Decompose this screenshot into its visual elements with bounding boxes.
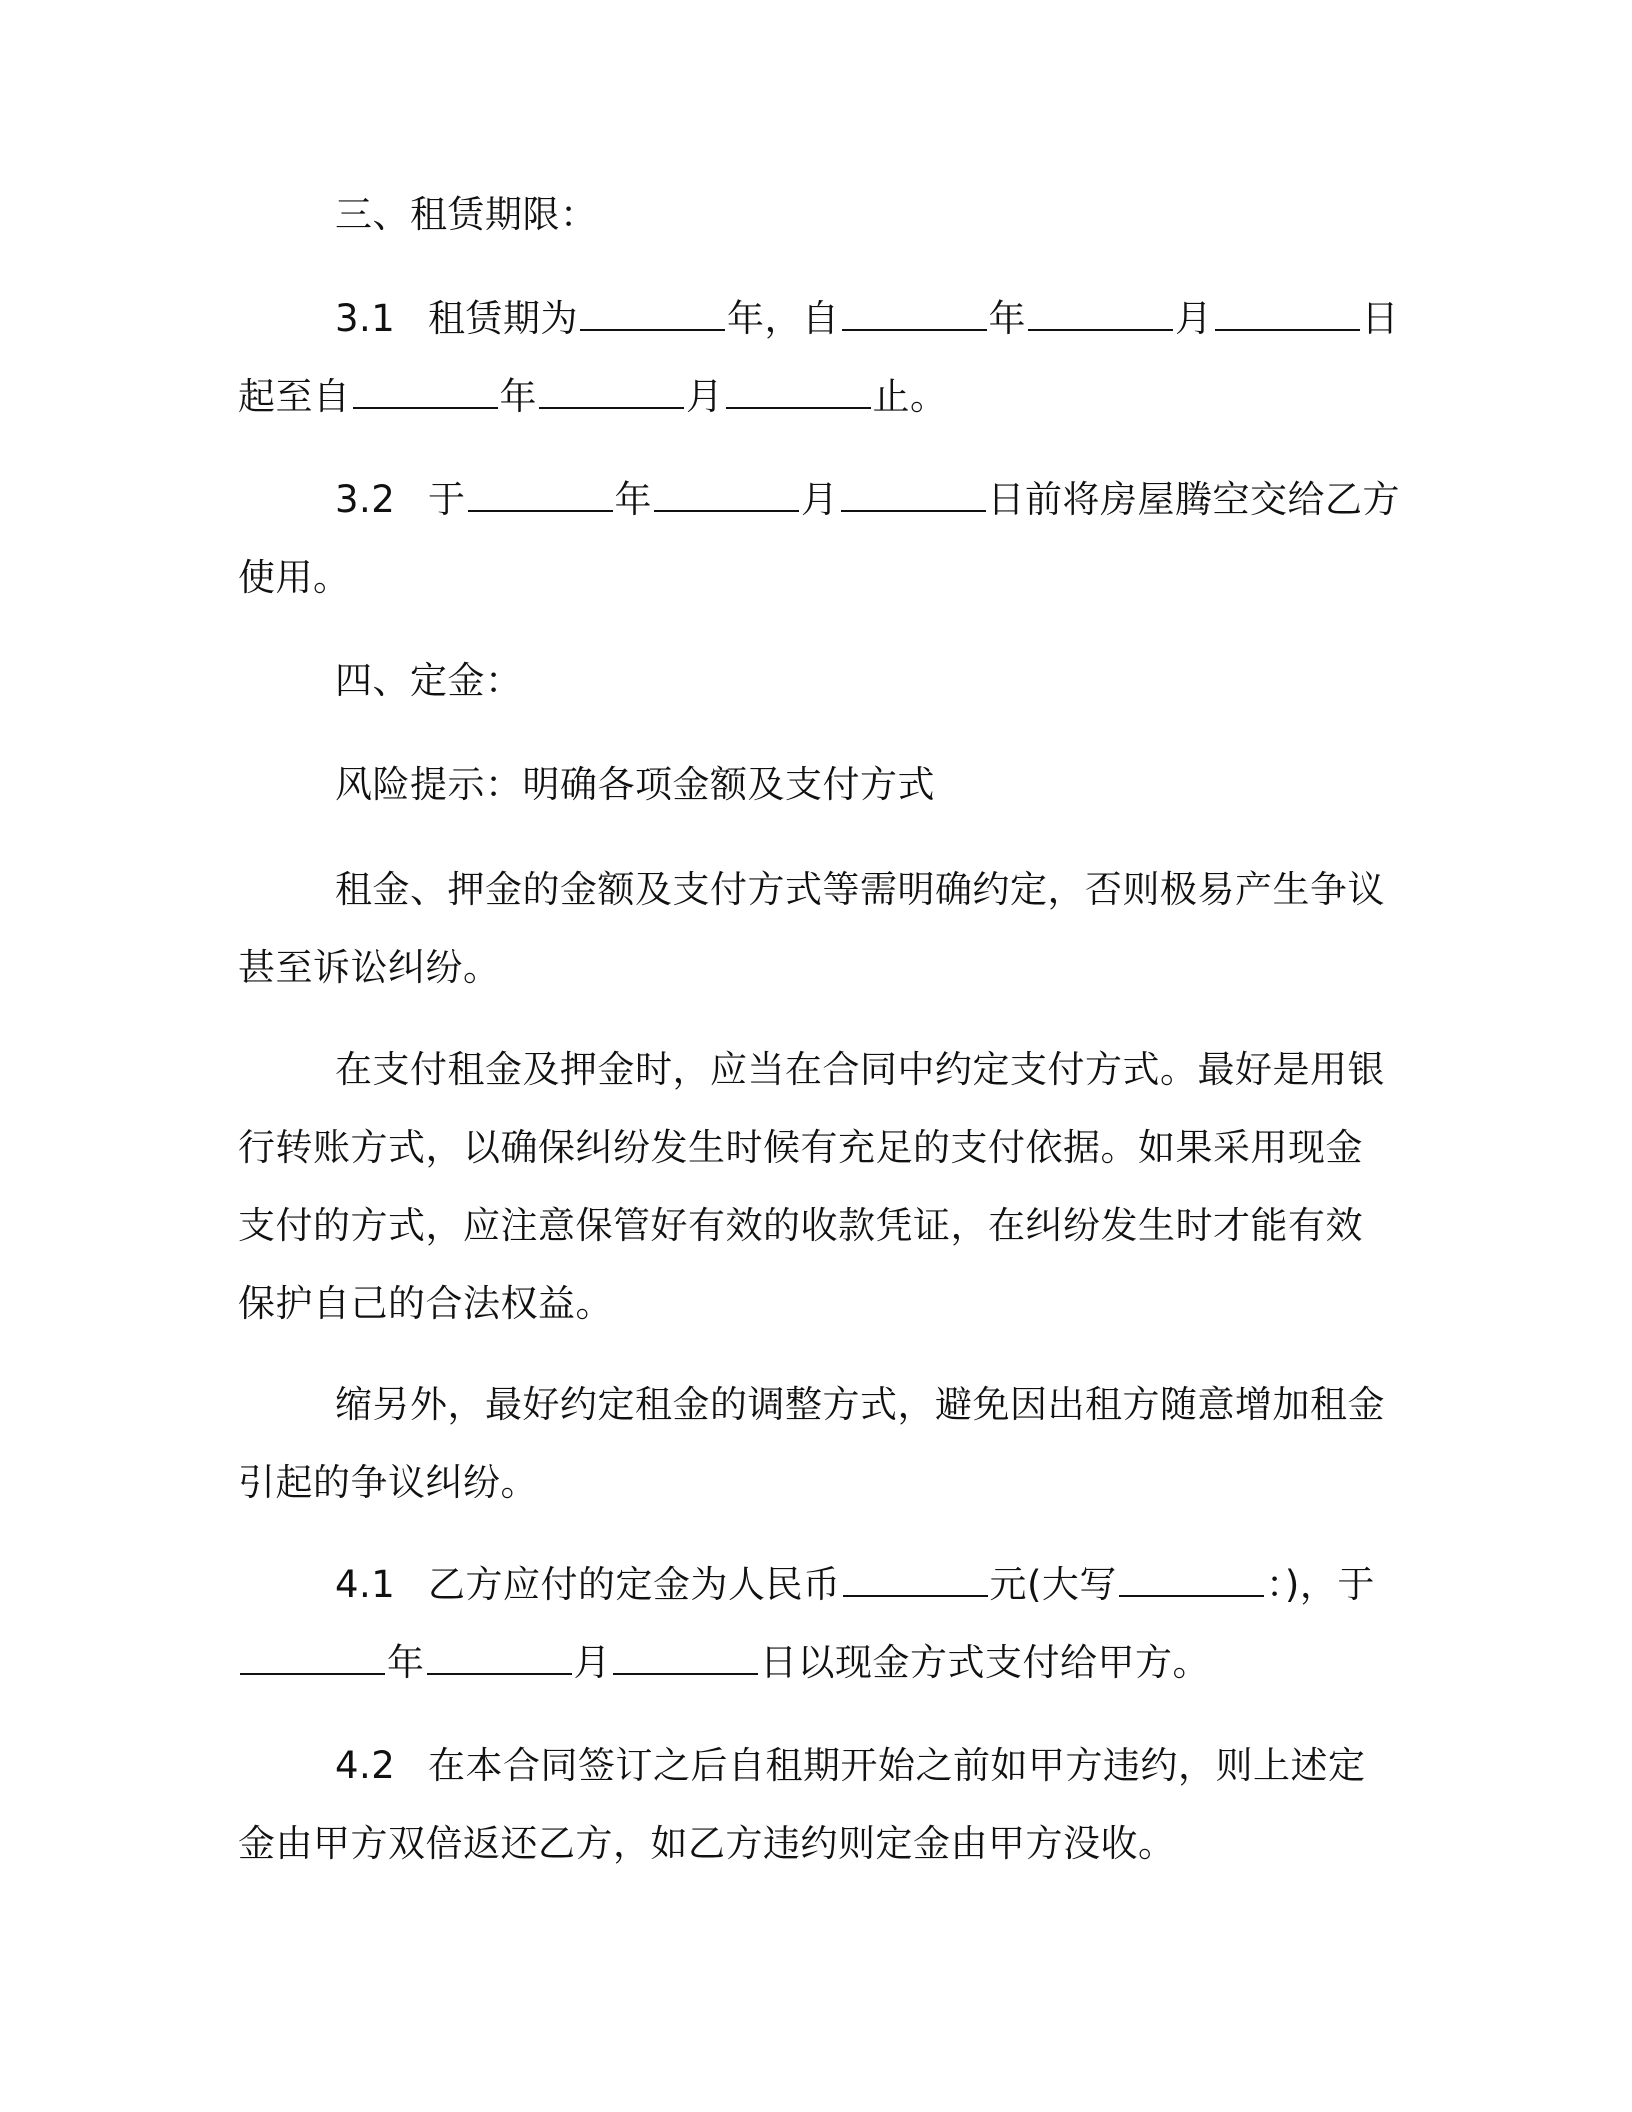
- blank-field[interactable]: [841, 506, 986, 512]
- clause-4-1: [238, 1546, 1388, 1702]
- clause-3-2-line-1: 3.2 于 年 月 日前将房屋腾空交给乙方: [238, 461, 1388, 539]
- clause-3-1-number: 3.1: [335, 297, 396, 340]
- paragraph-1: [238, 851, 1388, 1007]
- clause-3-2-line-2: 使用。: [238, 556, 351, 599]
- blank-field[interactable]: [1215, 325, 1360, 331]
- blank-field[interactable]: [843, 1591, 988, 1597]
- section-3-heading: 三、租赁期限：: [335, 193, 598, 236]
- paragraph-1-line-1: 租金、押金的金额及支付方式等需明确约定，否则极易产生争议: [335, 868, 1385, 911]
- clause-4-2: [238, 1727, 1388, 1883]
- clause-3-1-line-2: 起至自 年 月 止。: [238, 375, 948, 418]
- blank-field[interactable]: [654, 506, 799, 512]
- clause-4-2-line-2: 金由甲方双倍返还乙方，如乙方违约则定金由甲方没收。: [238, 1822, 1176, 1865]
- clause-3-2-number: 3.2: [335, 478, 396, 521]
- clause-3-1-line-1: 3.1 租赁期为 年，自 年 月 日: [238, 280, 1388, 358]
- blank-field[interactable]: [240, 1669, 385, 1675]
- clause-3-1: [238, 280, 1399, 436]
- paragraph-3: [238, 1366, 1388, 1522]
- clause-4-1-number: 4.1: [335, 1563, 396, 1606]
- blank-field[interactable]: [353, 403, 498, 409]
- blank-field[interactable]: [613, 1669, 758, 1675]
- blank-field[interactable]: [726, 403, 871, 409]
- blank-field[interactable]: [580, 325, 725, 331]
- risk-tip-block: [238, 746, 1388, 824]
- paragraph-2: [238, 1031, 1388, 1343]
- blank-field[interactable]: [1119, 1591, 1264, 1597]
- clause-3-2: [238, 461, 1400, 617]
- blank-field[interactable]: [1028, 325, 1173, 331]
- paragraph-3-line-1: 缩另外，最好约定租金的调整方式，避免因出租方随意增加租金: [335, 1383, 1385, 1426]
- clause-4-2-line-1: 4.2 在本合同签订之后自租期开始之前如甲方违约，则上述定: [238, 1727, 1388, 1805]
- blank-field[interactable]: [842, 325, 987, 331]
- section-3-heading-block: [238, 176, 1388, 254]
- paragraph-1-line-2: 甚至诉讼纠纷。: [238, 946, 501, 989]
- clause-4-1-line-1: 4.1 乙方应付的定金为人民币 元(大写 ：)，于: [238, 1546, 1388, 1624]
- clause-4-1-line-2: 年 月 日以现金方式支付给甲方。: [238, 1624, 1388, 1702]
- blank-field[interactable]: [539, 403, 684, 409]
- paragraph-2-line-1: 在支付租金及押金时，应当在合同中约定支付方式。最好是用银: [335, 1048, 1385, 1091]
- paragraph-3-line-2: 引起的争议纠纷。: [238, 1461, 538, 1504]
- section-4-heading: 四、定金：: [335, 659, 523, 702]
- paragraph-2-line-2: 行转账方式，以确保纠纷发生时候有充足的支付依据。如果采用现金: [238, 1126, 1363, 1169]
- section-4-heading-block: [238, 642, 1388, 720]
- blank-field[interactable]: [427, 1669, 572, 1675]
- clause-4-2-number: 4.2: [335, 1744, 396, 1787]
- risk-tip: 风险提示：明确各项金额及支付方式: [335, 763, 935, 806]
- paragraph-2-line-3: 支付的方式，应注意保管好有效的收款凭证，在纠纷发生时才能有效: [238, 1204, 1363, 1247]
- blank-field[interactable]: [468, 506, 613, 512]
- paragraph-2-line-4: 保护自己的合法权益。: [238, 1282, 613, 1325]
